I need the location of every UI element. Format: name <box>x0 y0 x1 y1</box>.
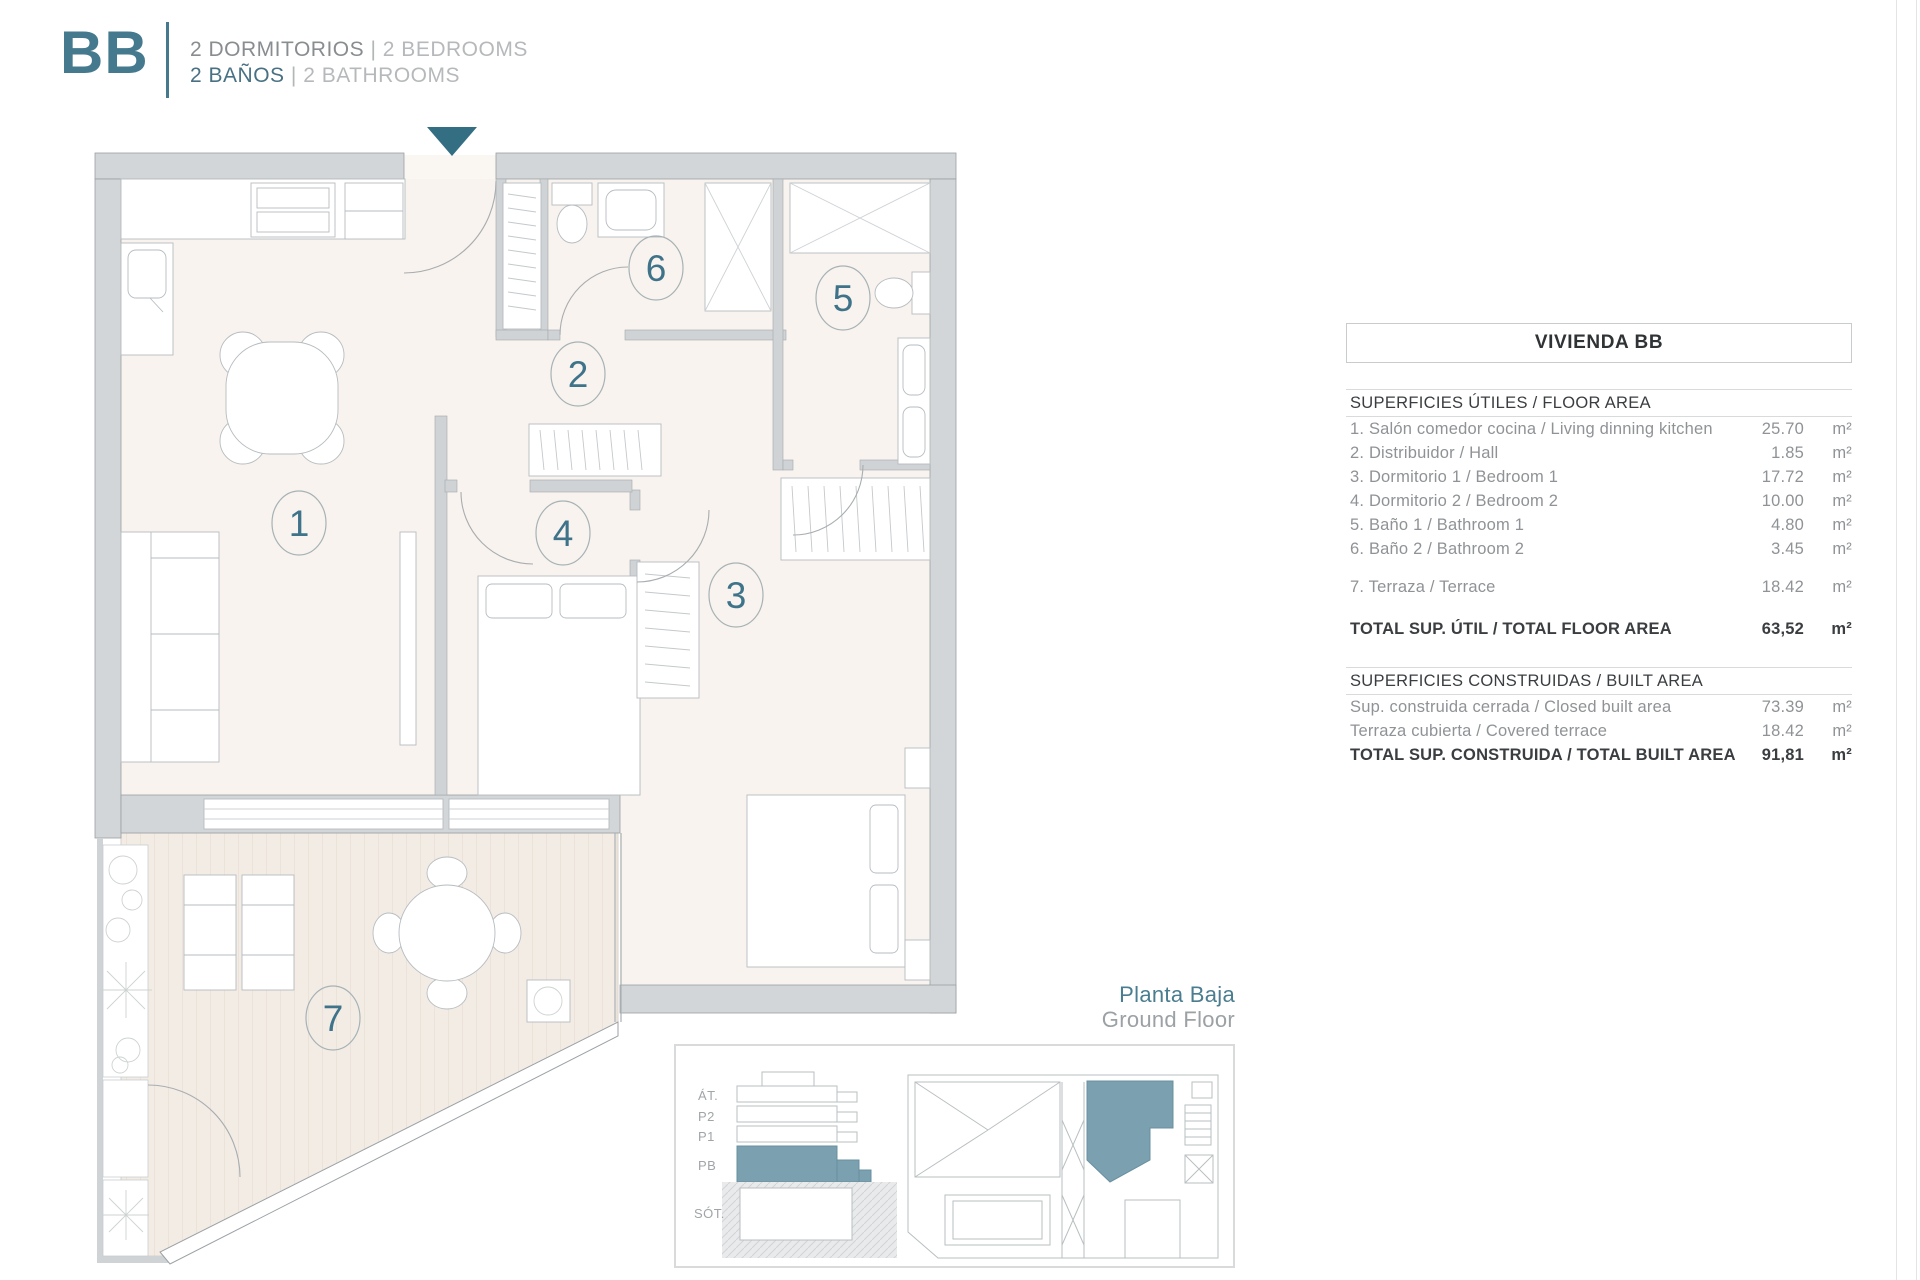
table-title: VIVIENDA BB <box>1346 323 1852 363</box>
entry-closet <box>503 183 541 329</box>
stairs <box>1185 1105 1211 1145</box>
floor-caption <box>1000 982 1235 1032</box>
bathrooms-es: 2 BAÑOS <box>190 64 285 87</box>
planter-corner <box>103 1180 148 1256</box>
table-row: Sup. construida cerrada / Closed built area 73.39 m² <box>1350 698 1852 716</box>
bathrooms-en: 2 BATHROOMS <box>303 64 460 87</box>
table-row: 3. Dormitorio 1 / Bedroom 1 17.72 m² <box>1350 468 1852 486</box>
dining-table <box>226 342 338 454</box>
dining-set <box>220 332 344 464</box>
area-table <box>1346 323 1852 767</box>
svg-text:P1: P1 <box>698 1129 715 1144</box>
pillow <box>870 885 898 953</box>
planter-strip <box>103 845 148 1077</box>
site-plan <box>908 1075 1218 1258</box>
terrace-gate <box>103 1080 148 1177</box>
nightstand <box>905 748 930 788</box>
toilet <box>875 278 913 308</box>
bedrooms-en: 2 BEDROOMS <box>382 38 528 61</box>
svg-text:5: 5 <box>832 278 854 319</box>
svg-text:ÁT.: ÁT. <box>698 1088 719 1103</box>
toilet <box>557 205 587 243</box>
table-row: 5. Baño 1 / Bathroom 1 4.80 m² <box>1350 516 1852 534</box>
pillow <box>870 805 898 873</box>
total-floor-area-row: TOTAL SUP. ÚTIL / TOTAL FLOOR AREA 63,52 m² <box>1350 620 1852 638</box>
pillow <box>560 584 626 618</box>
header-line-bedrooms <box>190 38 528 62</box>
total-built-area-row: TOTAL SUP. CONSTRUIDA / TOTAL BUILT AREA 91,81 m² <box>1350 746 1852 764</box>
sofa <box>121 532 219 762</box>
table-row: Terraza cubierta / Covered terrace 18.42 m² <box>1350 722 1852 740</box>
logo-bb: BB <box>60 19 149 86</box>
entry-arrow-icon <box>427 127 477 156</box>
separator: | <box>370 38 377 61</box>
svg-text:3: 3 <box>725 575 747 616</box>
wardrobe <box>529 424 661 476</box>
table-row: 2. Distribuidor / Hall 1.85 m² <box>1350 444 1852 462</box>
svg-text:P2: P2 <box>698 1109 715 1124</box>
svg-text:1: 1 <box>288 503 310 544</box>
svg-text:6: 6 <box>645 248 667 289</box>
nightstand <box>905 940 930 980</box>
separator: | <box>290 64 297 87</box>
tv-sideboard <box>400 532 416 745</box>
highlighted-floor-pb <box>737 1146 837 1182</box>
pillow <box>486 584 552 618</box>
table-row: 1. Salón comedor cocina / Living dinning kitchen 25.70 m² <box>1350 420 1852 438</box>
bedrooms-es: 2 DORMITORIOS <box>190 38 365 61</box>
table-row: 4. Dormitorio 2 / Bedroom 2 10.00 m² <box>1350 492 1852 510</box>
svg-text:4: 4 <box>552 513 574 554</box>
terrace-windows <box>204 799 609 829</box>
toilet-tank <box>912 272 930 314</box>
key-diagrams <box>675 1045 1234 1267</box>
logo-divider <box>166 22 169 98</box>
svg-text:7: 7 <box>322 998 344 1039</box>
terrace-planter-box <box>527 980 570 1022</box>
kitchen-sink <box>128 250 166 298</box>
page-edge-line <box>1916 0 1917 1280</box>
svg-text:PB: PB <box>698 1158 717 1173</box>
table-row-terrace: 7. Terraza / Terrace 18.42 m² <box>1350 578 1852 596</box>
toilet-tank <box>552 183 592 205</box>
table-row: 6. Baño 2 / Bathroom 2 3.45 m² <box>1350 540 1852 558</box>
svg-text:SÓT.: SÓT. <box>694 1206 725 1221</box>
page-edge-line <box>1896 0 1897 1280</box>
built-area-header: SUPERFICIES CONSTRUIDAS / BUILT AREA <box>1350 672 1704 690</box>
header-line-bathrooms <box>190 64 460 88</box>
floor-caption-es: Planta Baja <box>1119 982 1235 1007</box>
floor-area-header: SUPERFICIES ÚTILES / FLOOR AREA <box>1350 394 1651 412</box>
floor-caption-en: Ground Floor <box>1101 1007 1235 1032</box>
svg-text:2: 2 <box>567 354 589 395</box>
